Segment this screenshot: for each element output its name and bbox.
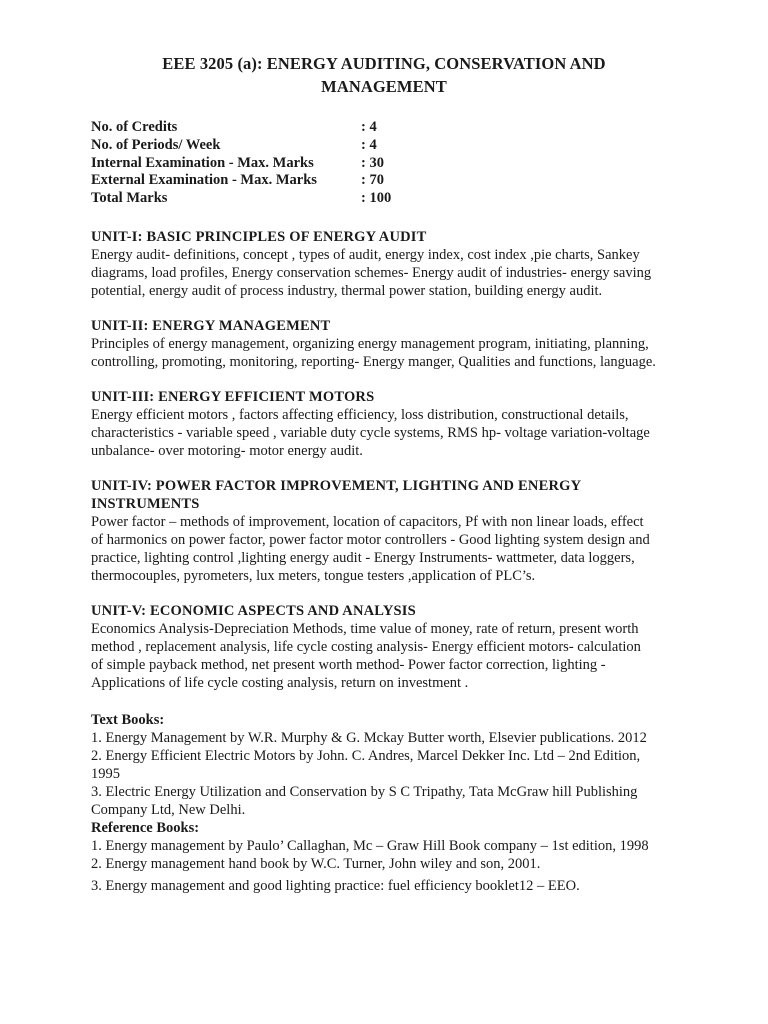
unit-5-heading: UNIT-V: ECONOMIC ASPECTS AND ANALYSIS (91, 603, 416, 619)
internal-exam-label: Internal Examination - Max. Marks (91, 154, 314, 171)
unit-1-heading: UNIT-I: BASIC PRINCIPLES OF ENERGY AUDIT (91, 229, 427, 245)
unit-4-line-1: Power factor – methods of improvement, location of capacitors, Pf with non linear loads, effect (91, 514, 644, 530)
total-marks-value: : 100 (361, 190, 392, 207)
credits-value: : 4 (361, 119, 377, 135)
unit-2-line-1: Principles of energy management, organizing energy management program, initiating, planning, (91, 336, 649, 352)
reference-book-item-1: 1. Energy management by Paulo’ Callaghan, Mc – Graw Hill Book company – 1st edition, 1998 (91, 838, 649, 854)
external-exam-row (91, 172, 421, 190)
text-book-item-2: 2. Energy Efficient Electric Motors by John. C. Andres, Marcel Dekker Inc. Ltd – 2nd Edition, (91, 748, 641, 764)
internal-exam-row (91, 155, 421, 173)
unit-1-section (91, 228, 691, 300)
credits-row (91, 119, 421, 137)
page-title (91, 52, 677, 98)
unit-3-section (91, 388, 691, 460)
unit-4-heading-line-1: UNIT-IV: POWER FACTOR IMPROVEMENT, LIGHTING AND ENERGY (91, 478, 582, 494)
unit-2-section (91, 317, 691, 371)
periods-label: No. of Periods/ Week (91, 136, 221, 153)
books-section (91, 711, 691, 895)
title-line-2: MANAGEMENT (321, 77, 447, 96)
total-marks-row (91, 190, 421, 208)
course-info (91, 119, 421, 208)
reference-book-item-3: 3. Energy management and good lighting practice: fuel efficiency booklet12 – EEO. (91, 878, 580, 894)
text-book-item-1: 1. Energy Management by W.R. Murphy & G. Mckay Butter worth, Elsevier publications. 2012 (91, 730, 647, 746)
periods-row (91, 137, 421, 155)
unit-3-line-2: characteristics - variable speed , variable duty cycle systems, RMS hp- voltage variation-voltage (91, 425, 650, 441)
reference-book-item-2: 2. Energy management hand book by W.C. Turner, John wiley and son, 2001. (91, 856, 541, 872)
unit-5-line-4: Applications of life cycle costing analysis, return on investment . (91, 675, 469, 691)
unit-1-line-3: potential, energy audit of process industry, thermal power station, building energy audit. (91, 283, 603, 299)
credits-label: No. of Credits (91, 119, 178, 135)
text-book-item-2-cont: 1995 (91, 766, 120, 782)
periods-value: : 4 (361, 136, 377, 153)
unit-5-line-1: Economics Analysis-Depreciation Methods, time value of money, rate of return, present worth (91, 621, 639, 637)
unit-3-line-3: unbalance- over motoring- motor energy audit. (91, 443, 363, 459)
unit-3-heading: UNIT-III: ENERGY EFFICIENT MOTORS (91, 389, 375, 405)
unit-2-line-2: controlling, promoting, monitoring, reporting- Energy manger, Qualities and functions, language. (91, 354, 656, 370)
unit-4-line-2: of harmonics on power factor, power factor motor controllers - Good lighting system design and (91, 532, 650, 548)
internal-exam-value: : 30 (361, 154, 384, 171)
reference-books-heading: Reference Books: (91, 820, 200, 836)
title-line-1: EEE 3205 (a): ENERGY AUDITING, CONSERVATION AND (162, 54, 606, 73)
text-book-item-3: 3. Electric Energy Utilization and Conservation by S C Tripathy, Tata McGraw hill Publishing (91, 784, 638, 800)
external-exam-label: External Examination - Max. Marks (91, 172, 317, 189)
unit-4-section (91, 477, 691, 585)
unit-5-section (91, 602, 691, 692)
external-exam-value: : 70 (361, 172, 384, 189)
unit-4-heading-line-2: INSTRUMENTS (91, 496, 200, 512)
unit-4-line-4: thermocouples, pyrometers, lux meters, tongue testers ,application of PLC’s. (91, 568, 536, 584)
unit-1-line-2: diagrams, load profiles, Energy conservation schemes- Energy audit of industries- energy saving (91, 265, 652, 281)
total-marks-label: Total Marks (91, 190, 168, 207)
unit-1-line-1: Energy audit- definitions, concept , types of audit, energy index, cost index ,pie charts, Sankey (91, 247, 640, 263)
unit-2-heading: UNIT-II: ENERGY MANAGEMENT (91, 318, 331, 334)
text-books-heading: Text Books: (91, 712, 165, 728)
text-book-item-3-cont: Company Ltd, New Delhi. (91, 802, 246, 818)
unit-3-line-1: Energy efficient motors , factors affecting efficiency, loss distribution, constructional details, (91, 407, 629, 423)
unit-5-line-2: method , replacement analysis, life cycle costing analysis- Energy efficient motors- calculation (91, 639, 641, 655)
unit-4-line-3: practice, lighting control ,lighting energy audit - Energy Instruments- wattmeter, data loggers, (91, 550, 635, 566)
unit-5-line-3: of simple payback method, net present worth method- Power factor correction, lighting - (91, 657, 606, 673)
